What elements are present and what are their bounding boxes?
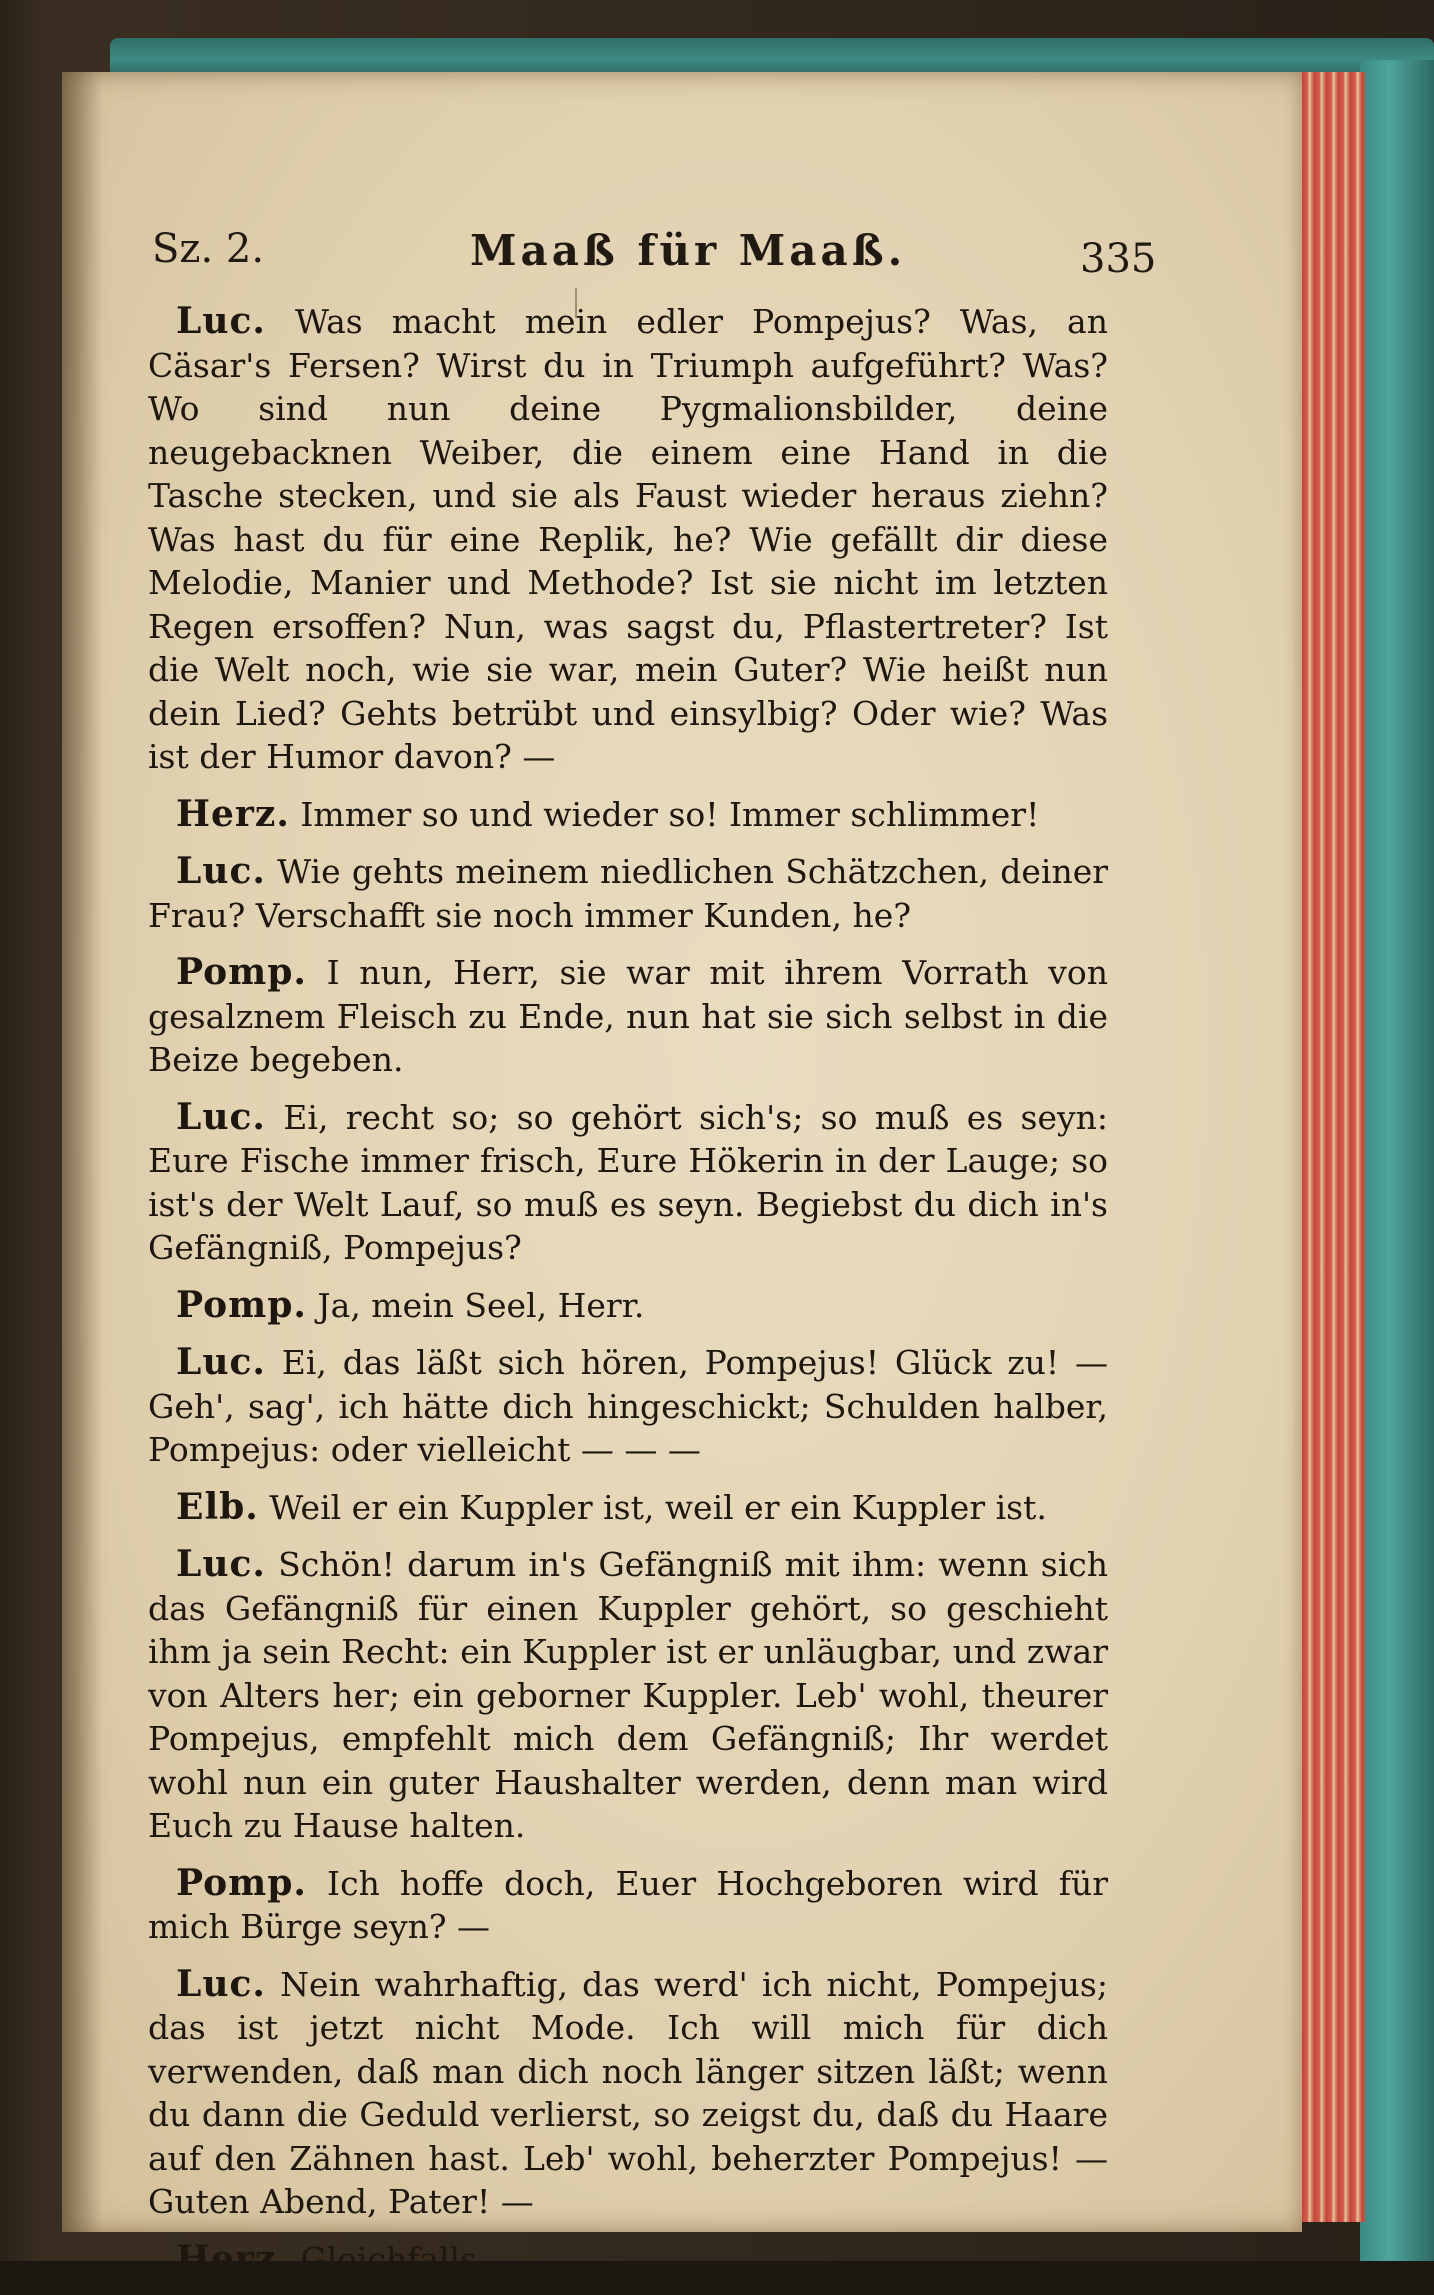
line-text: Nein wahrhaftig, das werd' ich nicht, Pompejus; das ist jetzt nicht Mode. Ich will mich für dich verwenden, daß man dich noch länger sitzen läßt; wenn du dann die Geduld verlierst, so zeigst du, daß du Haare auf den Zähnen hast. Leb' wohl, beherzter Pompejus! — Guten Abend, Pater! —: [148, 1964, 1108, 2221]
running-title: Maaß für Maaß.: [470, 226, 907, 275]
speaker-name: Herz.: [176, 792, 290, 835]
speaker-name: Luc.: [176, 1095, 266, 1138]
line-text: Immer so und wieder so! Immer schlimmer!: [300, 794, 1040, 834]
speaker-name: Luc.: [176, 1543, 266, 1585]
page-number: 335: [1080, 236, 1157, 282]
speaker-name: Luc.: [176, 1962, 266, 2005]
dialogue-line: [148, 951, 1108, 1082]
dialogue-line: [148, 1341, 1108, 1472]
speaker-name: Herz.: [176, 2237, 290, 2280]
speaker-name: Elb.: [176, 1485, 259, 1528]
dialogue-line: [148, 850, 1108, 937]
speaker-name: Luc.: [176, 300, 266, 342]
line-text: Ich hoffe doch, Euer Hochgeboren wird für mich Bürge seyn? —: [148, 1863, 1108, 1946]
speaker-name: Pomp.: [176, 951, 307, 993]
dialogue-line: [148, 1963, 1108, 2224]
speaker-name: Luc.: [176, 850, 266, 892]
scene-marker: Sz. 2.: [152, 226, 265, 272]
speaker-name: Pomp.: [176, 1283, 307, 1326]
running-header: [90, 170, 1157, 282]
page-gutter: [62, 72, 102, 2232]
line-text: Ja, mein Seel, Herr.: [317, 1285, 645, 1325]
line-text: Wie gehts meinem niedlichen Schätzchen, deiner Frau? Verschafft sie noch immer Kunden, he?: [148, 852, 1108, 935]
line-text: Weil er ein Kuppler ist, weil er ein Kuppler ist.: [269, 1487, 1047, 1527]
dialogue-line: [148, 793, 1108, 837]
dialogue-line: [148, 1486, 1108, 1530]
speaker-name: Pomp.: [176, 1861, 307, 1904]
dialogue-line: [148, 1543, 1108, 1848]
line-text: Ei, das läßt sich hören, Pompejus! Glück zu! — Geh', sag', ich hätte dich hingeschickt; Schulden halber, Pompejus: oder vielleicht — — —: [148, 1343, 1108, 1469]
line-text: Gleichfalls.: [300, 2239, 488, 2279]
cover-edge-right: [1360, 60, 1434, 2261]
speaker-name: Luc.: [176, 1341, 266, 1383]
dialogue-line: [148, 1284, 1108, 1328]
dialogue-line: [148, 1862, 1108, 1949]
line-text: Ei, recht so; so gehört sich's; so muß es seyn: Eure Fische immer frisch, Eure Hökerin in der Lauge; so ist's der Welt Lauf, so muß es seyn. Begiebst du dich in's Gefängniß, Pompejus?: [148, 1097, 1108, 1267]
dialogue-body: [148, 300, 1108, 2295]
line-text: I nun, Herr, sie war mit ihrem Vorrath von gesalznem Fleisch zu Ende, nun hat sie sich selbst in die Beize begeben.: [148, 953, 1108, 1079]
dialogue-line: [148, 300, 1108, 779]
dialogue-line: [148, 1096, 1108, 1270]
dialogue-line: [148, 2238, 1108, 2282]
line-text: Was macht mein edler Pompejus? Was, an Cäsar's Fersen? Wirst du in Triumph aufgeführt? Was? Wo sind nun deine Pygmalionsbilder, deine neugebacknen Weiber, die einem eine Hand in die Tasche stecken, und sie als Faust wieder heraus ziehn? Was hast du für eine Replik, he? Wie gefällt dir diese Melodie, Manier und Methode? Ist sie nicht im letzten Regen ersoffen? Nun, was sagst du, Pflastertreter? Ist die Welt noch, wie sie war, mein Guter? Wie heißt nun dein Lied? Gehts betrübt und einsylbig? Oder wie? Was ist der Humor davon? —: [148, 302, 1108, 776]
line-text: Schön! darum in's Gefängniß mit ihm: wenn sich das Gefängniß für einen Kuppler gehört, so geschieht ihm ja sein Recht: ein Kuppler ist er unläugbar, und zwar von Alters her; ein geborner Kuppler. Leb' wohl, theurer Pompejus, empfehlt mich dem Gefängniß; Ihr werdet wohl nun ein guter Haushalter werden, denn man wird Euch zu Hause halten.: [148, 1545, 1108, 1845]
